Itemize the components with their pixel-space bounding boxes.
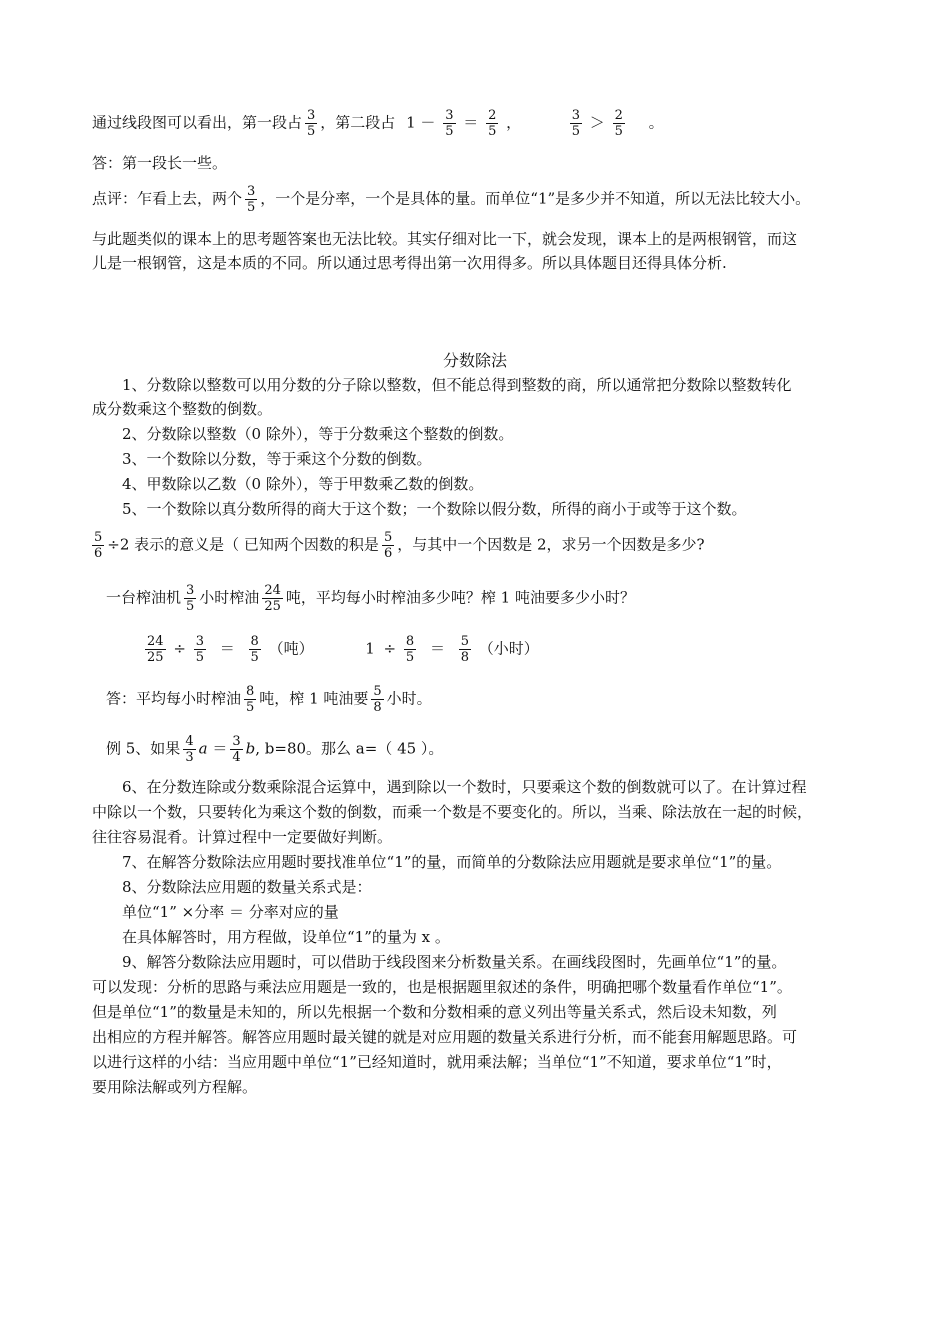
unit: （吨） xyxy=(268,639,314,658)
rule-6-cont: 往往容易混肴。计算过程中一定要做好判断。 xyxy=(92,828,393,846)
text: 点评：乍看上去，两个 xyxy=(92,189,243,208)
operator: － xyxy=(420,113,436,132)
rule-5: 5、一个数除以真分数所得的商大于这个数；一个数除以假分数，所得的商小于或等于这个数。 xyxy=(122,500,747,518)
text: ÷2 表示的意义是（ 已知两个因数的积是 xyxy=(107,535,379,554)
text: ，与其中一个因数是 2，求另一个因数是多少? xyxy=(397,535,705,554)
text: 吨，榨 1 吨油要 xyxy=(259,689,369,708)
rule-9-cont: 出相应的方程并解答。解答应用题时最关键的就是对应用题的数量关系进行分析，而不能套用解题思路。可 xyxy=(92,1028,798,1046)
operator: ＝ xyxy=(463,113,479,132)
variable: b xyxy=(245,739,256,758)
text: 例 5、如果 xyxy=(106,739,181,758)
unit: （小时） xyxy=(478,639,539,658)
fraction: $\frac{3}{5}$ xyxy=(247,184,256,215)
calculation-line xyxy=(142,634,539,665)
rule-9-cont: 但是单位“1”的数量是未知的，所以先根据一个数和分数相乘的意义列出等量关系式，然后设未知数，列 xyxy=(92,1003,777,1021)
answer-line: 答：第一段长一些。 xyxy=(92,154,228,172)
fraction: $\frac{5}{6}$ xyxy=(94,530,103,561)
number: 1 xyxy=(365,639,375,658)
rule-8-note: 在具体解答时，用方程做，设单位“1”的量为 x 。 xyxy=(122,928,450,946)
fraction: $\frac{3}{5}$ xyxy=(571,108,580,139)
section-title: 分数除法 xyxy=(442,351,507,370)
variable: a xyxy=(198,739,208,758)
rule-4: 4、甲数除以乙数（0 除外），等于甲数乘乙数的倒数。 xyxy=(122,475,484,493)
segment-comparison-line xyxy=(92,108,664,139)
example-5-line xyxy=(106,734,443,765)
fraction: $\frac{8}{5}$ xyxy=(250,634,259,665)
fraction: $\frac{5}{6}$ xyxy=(383,530,393,561)
rule-6: 6、在分数连除或分数乘除混合运算中，遇到除以一个数时，只要乘这个数的倒数就可以了。在计算过程 xyxy=(122,778,807,796)
rule-9-cont: 以进行这样的小结：当应用题中单位“1”已经知道时，就用乘法解；当单位“1”不知道，要求单位“1”时， xyxy=(92,1053,782,1071)
rule-7: 7、在解答分数除法应用题时要找准单位“1”的量，而简单的分数除法应用题就是要求单位“1”的量。 xyxy=(122,853,782,871)
operator: ＝ xyxy=(219,639,235,658)
fraction: $\frac{8}{5}$ xyxy=(405,634,415,665)
fraction: $\frac{3}{5}$ xyxy=(195,634,204,665)
comment-line: 与此题类似的课本上的思考题答案也无法比较。其实仔细对比一下，就会发现，课本上的是两根钢管，而这 xyxy=(92,230,798,248)
rule-6-cont: 中除以一个数，只要转化为乘这个数的倒数，而乘一个数是不要变化的。所以，当乘、除法放在一起的时候， xyxy=(92,803,813,821)
text: 吨，平均每小时榨油多少吨？榨 1 吨油要多少小时？ xyxy=(285,588,635,607)
comment-line: 儿是一根钢管，这是本质的不同。所以通过思考得出第一次用得多。所以具体题目还得具体分析. xyxy=(92,254,727,272)
fraction: $\frac{2}{5}$ xyxy=(488,108,497,139)
fraction: $\frac{24}{25}$ xyxy=(264,583,281,614)
problem-line xyxy=(106,583,635,614)
fraction: $\frac{3}{4}$ xyxy=(232,734,241,765)
operator: ÷ xyxy=(383,639,397,658)
rule-3: 3、一个数除以分数，等于乘这个分数的倒数。 xyxy=(122,450,432,468)
rule-8-formula: 单位“1” ×分率 ＝ 分率对应的量 xyxy=(122,903,339,921)
punct: 。 xyxy=(648,113,664,132)
fraction: $\frac{3}{5}$ xyxy=(307,108,316,139)
rule-1: 1、分数除以整数可以用分数的分子除以整数，但不能总得到整数的商，所以通常把分数除以整数转化 xyxy=(122,376,792,394)
rule-9-cont: 可以发现：分析的思路与乘法应用题是一致的，也是根据题里叙述的条件，明确把哪个数量看作单位“1”。 xyxy=(92,978,792,996)
number: 1 xyxy=(406,113,416,132)
rule-2: 2、分数除以整数（0 除外），等于分数乘这个整数的倒数。 xyxy=(122,425,514,443)
text: , b=80。那么 a=（ 45 ）。 xyxy=(255,739,444,758)
operator: ÷ xyxy=(173,639,186,658)
fraction: $\frac{3}{5}$ xyxy=(445,108,454,139)
text: 一台榨油机 xyxy=(106,588,182,607)
text: 答：平均每小时榨油 xyxy=(106,689,242,708)
answer-2-line xyxy=(106,684,432,715)
comment-line xyxy=(92,184,810,215)
fraction: $\frac{2}{5}$ xyxy=(614,108,623,139)
text: ，第二段占 xyxy=(320,113,396,132)
fraction: $\frac{8}{5}$ xyxy=(246,684,255,715)
fraction: $\frac{3}{5}$ xyxy=(186,583,195,614)
operator: ＝ xyxy=(212,739,228,758)
meaning-line xyxy=(92,530,705,561)
rule-9-cont: 要用除法解或列方程解。 xyxy=(92,1078,258,1096)
fraction: $\frac{24}{25}$ xyxy=(147,634,164,665)
rule-1-cont: 成分数乘这个整数的倒数。 xyxy=(92,400,273,418)
fraction: $\frac{5}{8}$ xyxy=(373,684,382,715)
text: ，一个是分率，一个是具体的量。而单位“1”是多少并不知道，所以无法比较大小。 xyxy=(260,189,811,208)
operator: ＝ xyxy=(429,639,445,658)
fraction: $\frac{5}{8}$ xyxy=(460,634,470,665)
text: 小时。 xyxy=(386,689,432,708)
fraction: $\frac{4}{3}$ xyxy=(185,734,194,765)
text: 通过线段图可以看出，第一段占 xyxy=(92,113,303,132)
text: 小时榨油 xyxy=(199,588,260,607)
rule-8: 8、分数除法应用题的数量关系式是： xyxy=(122,878,372,896)
operator: ＞ xyxy=(589,113,605,132)
rule-9: 9、解答分数除法应用题时，可以借助于线段图来分析数量关系。在画线段图时，先画单位“1”的量。 xyxy=(122,953,787,971)
punct: ， xyxy=(506,113,522,132)
